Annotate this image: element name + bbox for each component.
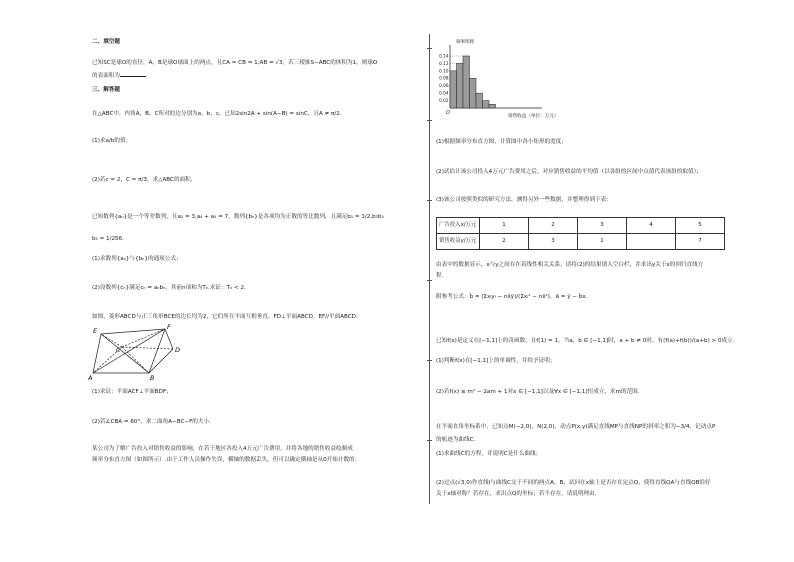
- histogram-y-tick-label: 0.14: [439, 53, 449, 59]
- histogram-y-tick-label: 0.04: [439, 90, 449, 96]
- q20-part1: (1)根据频率分布直方图，计算图中各小矩形的宽度；: [436, 139, 567, 145]
- q20-part2: (2)试估计该公司投入4万元广告费用之后，对应销售收益的平均值（以各组的区间中点值代表该组的取值）；: [436, 169, 702, 175]
- table-cell: 4: [627, 218, 676, 234]
- q20-after-line-2: 程.: [436, 273, 444, 279]
- histogram-bar: [450, 71, 457, 108]
- table-header-x: 广告投入x/万元: [437, 218, 480, 234]
- histogram-bar: [470, 78, 477, 108]
- histogram-y-tick-label: 0.08: [439, 75, 449, 81]
- vertex-label-e: E: [93, 327, 98, 335]
- q17-intro: 在△ABC中，内角A，B，C所对的边分别为a，b，c，已知2sin2A + sin(A−B) = sinC，且A ≠ π/2.: [92, 111, 342, 117]
- table-cell: 5: [676, 218, 725, 234]
- vertex-label-b: B: [150, 374, 155, 382]
- vertex-label-a: A: [88, 374, 93, 382]
- q20-after-line-1: 由表中的数据显示，x与y之间存在着线性相关关系，请将(2)的结果填入空白栏，并求出y关于x的回归直线方: [436, 262, 704, 268]
- q22-part1: (1)求曲线C的方程，并说明C是什么曲线；: [436, 451, 542, 457]
- q21-intro: 已知f(x)是定义在[−1,1]上的奇函数，且f(1) = 1，当a，b ∈ [−1,1]时，a + b ≠ 0时，有(f(a)+f(b))/(a+b) > 0成立.: [436, 338, 735, 344]
- vertex-label-d: D: [175, 346, 181, 354]
- divider-tick: [427, 48, 432, 49]
- histogram-bar: [489, 104, 496, 108]
- q22-part2-line-1: (2)过点(√3,0)作直线l与曲线C交于不同的两点A，B，试问在x轴上是否存在定点Q，使得直线QA与直线QB恰好: [436, 480, 711, 486]
- q17-part2: (2)若c = 2，C = π/3，求△ABC的面积.: [92, 177, 193, 183]
- histogram-y-tick-label: 0.10: [439, 68, 449, 74]
- histogram-bar: [463, 56, 470, 108]
- table-cell: 2: [529, 218, 578, 234]
- divider-tick: [427, 200, 432, 201]
- table-row: [437, 234, 725, 250]
- divider-tick: [427, 120, 432, 121]
- q22-intro-line-1: 在平面直角坐标系中，已知点M(−2,0)，N(2,0)，动点P(x,y)满足直线MP与直线NP的斜率之积为−3/4，记动点P: [436, 424, 716, 430]
- histogram-x-label: 销售收益（单位：万元）: [508, 114, 559, 119]
- histogram-y-tick-label: 0.02: [439, 97, 449, 103]
- q21-part1: (1)判断f(x)在[−1,1]上的单调性，并给予证明；: [436, 358, 556, 364]
- vertex-label-c: C: [116, 346, 121, 354]
- table-header-y: 销售收益y/万元: [437, 234, 480, 250]
- table-cell-blank: [627, 234, 676, 250]
- q19-intro: 如图，菱形ABCD与正三角形BCE的边长均为2，它们所在平面互相垂直，FD⊥平面ABCD，EF//平面ABCD.: [92, 314, 358, 320]
- histogram-bar: [483, 101, 490, 108]
- table-cell: 1: [480, 218, 529, 234]
- frequency-histogram: [436, 38, 559, 130]
- rhombus-prism-figure: [88, 322, 192, 382]
- q17-part1: (1)求a/b的值；: [92, 138, 132, 144]
- answer-blank: [120, 71, 146, 77]
- ad-revenue-table: [436, 217, 725, 250]
- fill-question-line-2: 的表面积为: [92, 71, 146, 80]
- q22-intro-line-2: 的轨迹为曲线C.: [436, 437, 476, 443]
- fill-question-line-1: 已知SC是球O的直径，A，B是球O球面上的两点，且CA = CB = 1,AB = √3，若三棱锥S−ABC的体积为1，则球O: [92, 60, 378, 66]
- table-cell: 3: [578, 218, 627, 234]
- q18-part2: (2)设数列{cₙ}满足cₙ = aₙbₙ，其前n项和为Tₙ.求证：Tₙ < 2.: [92, 285, 246, 291]
- section-fill-title: 二、填空题: [92, 39, 120, 45]
- divider-tick: [427, 360, 432, 361]
- table-cell: 3: [529, 234, 578, 250]
- histogram-origin-label: O: [446, 111, 450, 116]
- q19-part2: (2)若∠CBA = 60°，求二面角A−BC−F的大小.: [92, 419, 211, 425]
- q21-part2: (2)若f(x) ≤ m² − 2am + 1对x ∈ [−1,1]以及∀x ∈ [−1,1]恒成立，求m的范围.: [436, 389, 640, 395]
- histogram-y-tick-label: 0.06: [439, 83, 449, 89]
- q20-part3: (3)该公司按照类似的研究方法，测得另外一些数据，并整理得到下表：: [436, 197, 612, 203]
- histogram-bar: [457, 63, 464, 108]
- q18-part1: (1)求数列{aₙ}与{bₙ}的通项公式；: [92, 256, 182, 262]
- table-row: [437, 218, 725, 234]
- q20-intro-line-2: 频率分布直方图（如图所示）.由于工作人员操作失误，横轴的数据丢失，但可以确定横轴是从0开始计数的.: [92, 457, 357, 463]
- table-cell: 1: [578, 234, 627, 250]
- vertex-label-f: F: [167, 323, 171, 331]
- q22-part2-line-2: 关于x轴对称？若存在，求出点Q的坐标；若不存在，请说明理由.: [436, 491, 597, 497]
- divider-tick: [427, 280, 432, 281]
- q18-intro-line-1: 已知数列{aₙ}是一个等差数列，且a₂ = 3,a₄ + a₅ = 7，数列{bₙ}是各项均为正数的等比数列，且满足b₁ = 1/2,b₃b₅: [92, 214, 384, 220]
- histogram-y-label: 频率组距: [456, 40, 475, 45]
- q19-part1: (1)求证：平面ACF⊥平面BDF；: [92, 389, 172, 395]
- table-cell: 7: [676, 234, 725, 250]
- histogram-bar: [476, 93, 483, 108]
- table-cell: 2: [480, 234, 529, 250]
- q20-intro-line-1: 某公司为了解广告投入对销售收益的影响，在若干地区各投入4万元广告费用，并将各地的销售收益绘制成: [92, 446, 353, 452]
- histogram-y-tick-label: 0.12: [439, 60, 449, 66]
- divider-tick: [427, 440, 432, 441]
- q18-intro-line-2: b₅ = 1/256.: [92, 236, 124, 242]
- section-solve-title: 三、解答题: [92, 87, 120, 93]
- column-divider: [429, 34, 430, 504]
- reference-formula: 附参考公式：b̂ = (Σxᵢyᵢ − nx̄ȳ)/(Σxᵢ² − nx̄²)，â = ȳ − b̂x.: [436, 294, 588, 300]
